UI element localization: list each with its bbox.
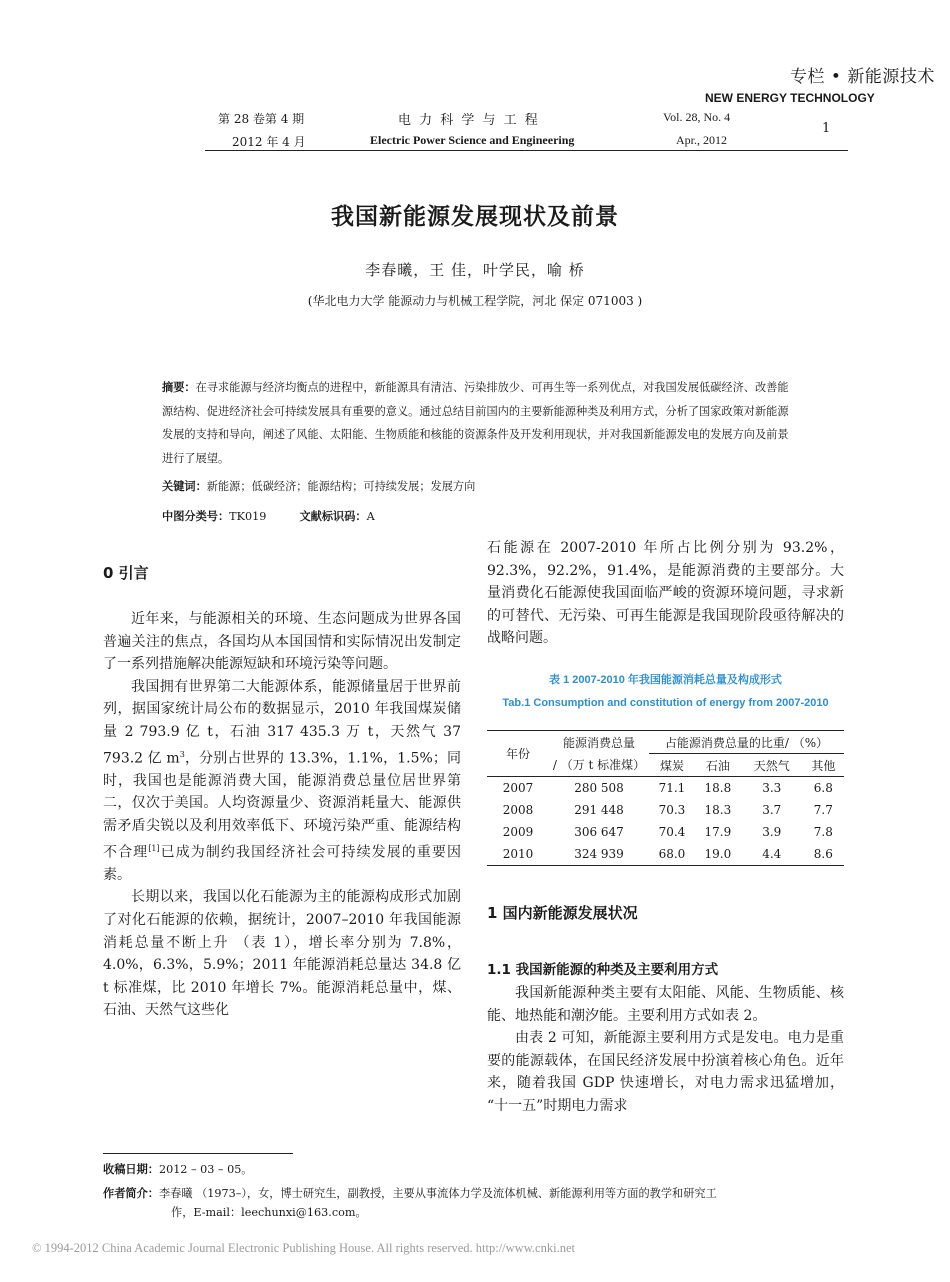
cell-oil: 17.9 <box>704 825 732 839</box>
page-number: 1 <box>822 121 831 136</box>
journal-date-en: Apr., 2012 <box>676 133 727 147</box>
journal-name-cn: 电 力 科 学 与 工 程 <box>398 113 540 128</box>
paragraph-power: 由表 2 可知，新能源主要利用方式是发电。电力是重要的能源载体，在国民经济发展中扮演着核心角色。近年来，随着我国 GDP 快速增长，对电力需求迅猛增加， “十一五”时期电力需求 <box>487 1030 844 1114</box>
section-1-heading: 1 国内新能源发展状况 <box>487 904 638 922</box>
cell-other: 6.8 <box>813 781 833 795</box>
paragraph-types: 我国新能源种类主要有太阳能、风能、生物质能、核能、地热能和潮汐能。主要利用方式如表 2。 <box>487 985 844 1024</box>
abstract <box>162 376 792 470</box>
header-rule <box>205 150 848 151</box>
cell-gas: 3.7 <box>762 803 782 817</box>
table-header-oil: 石油 <box>705 758 730 773</box>
author-bio-line-2: 作，E-mail：leechunxi@163.com。 <box>171 1206 367 1219</box>
table-1-caption-en: Tab.1 Consumption and constitution of energy from 2007-2010 <box>502 697 829 709</box>
cell-oil: 18.3 <box>704 803 732 817</box>
cell-other: 8.6 <box>813 847 833 861</box>
author-bio-line-1: 李春曦 （1973–），女，博士研究生，副教授，主要从事流体力学及流体机械、新能源利用等方面的教学和研究工 <box>158 1187 717 1200</box>
cell-year: 2009 <box>502 825 534 839</box>
cell-oil: 18.8 <box>704 781 732 795</box>
footnote-rule <box>103 1153 293 1154</box>
clc-value: TK019 <box>229 510 267 523</box>
table-row <box>487 799 844 821</box>
right-column-top <box>487 537 844 650</box>
cell-year: 2010 <box>502 847 534 861</box>
abstract-label: 摘要： <box>162 381 196 394</box>
copyright-line: © 1994-2012 China Academic Journal Electronic Publishing House. All rights reserved. http://www.cnki.net <box>32 1241 575 1255</box>
author-bio-label: 作者简介： <box>103 1187 159 1200</box>
table-row <box>487 777 844 800</box>
table-row <box>487 821 844 843</box>
right-column-body <box>487 982 844 1118</box>
classification <box>162 508 375 524</box>
paragraph-intro-2-a: 我国拥有世界第二大能源体系，能源储量居于世界前列，据国家统计局公布的数据显示，2010 年我国煤炭储量 2 793.9 亿 t，石油 317 435.3 万 t，天然气 37 793.2 亿 m <box>103 678 461 767</box>
cell-gas: 3.3 <box>762 781 782 795</box>
table-header-gas: 天然气 <box>753 758 790 773</box>
doc-code-label: 文献标识码： <box>299 510 367 523</box>
cell-coal: 71.1 <box>658 781 686 795</box>
paragraph-intro-3: 长期以来，我国以化石能源为主的能源构成形式加剧了对化石能源的依赖，据统计，2007–2010 年我国能源消耗总量不断上升 （表 1），增长率分别为 7.8%，4.0%，6.3%，5.9%；2011 年能源消耗总量达 34.8 亿 t 标准煤，比 2010 年增长 7%。能源消耗总量中，煤、石油、天然气这些化 <box>103 889 461 1019</box>
journal-date-cn: 2012 年 4 月 <box>232 135 306 149</box>
table-1 <box>487 730 844 866</box>
paragraph-intro-2-c: 已成为制约我国经济社会可持续发展的重要因素。 <box>103 844 462 883</box>
received-value: 2012 – 03 – 05。 <box>158 1163 253 1176</box>
cell-total: 291 448 <box>574 803 624 817</box>
left-column-body <box>103 608 461 1022</box>
cell-other: 7.7 <box>813 803 833 817</box>
cell-year: 2007 <box>502 781 534 795</box>
cell-other: 7.8 <box>813 825 833 839</box>
article-title: 我国新能源发展现状及前景 <box>331 204 619 230</box>
paragraph-fossil-share: 石能源在 2007-2010 年所占比例分别为 93.2%，92.3%，92.2%，91.4%，是能源消费的主要部分。大量消费化石能源使我国面临严峻的资源环境问题，寻求新的可替代、无污染、可再生能源是我国现阶段亟待解决的战略问题。 <box>487 540 844 647</box>
table-header-share: 占能源消费总量的比重/ （%） <box>649 731 844 754</box>
cell-oil: 19.0 <box>704 847 732 861</box>
cell-coal: 70.3 <box>658 803 686 817</box>
cell-total: 280 508 <box>574 781 624 795</box>
table-header-coal: 煤炭 <box>659 758 684 773</box>
clc-label: 中图分类号： <box>162 510 230 523</box>
keywords <box>162 478 475 494</box>
table-row <box>487 843 844 866</box>
cell-gas: 3.9 <box>762 825 782 839</box>
cell-coal: 70.4 <box>658 825 686 839</box>
keywords-label: 关键词： <box>162 480 207 493</box>
column-tag-en: NEW ENERGY TECHNOLOGY <box>705 91 875 105</box>
table-1-caption-cn: 表 1 2007-2010 年我国能源消耗总量及构成形式 <box>549 674 782 686</box>
author-bio <box>103 1184 853 1222</box>
paragraph-intro-2 <box>103 676 461 887</box>
abstract-text: 在寻求能源与经济均衡点的进程中，新能源具有清洁、污染排放少、可再生等一系列优点，对我国发展低碳经济、改善能源结构、促进经济社会可持续发展具有重要的意义。通过总结目前国内的主要新能源种类及利用方式，分析了国家政策对新能源发展的支持和导向，阐述了风能、太阳能、生物质能和核能的资源条件及开发利用现状，并对我国新能源发电的发展方向及前景进行了展望。 <box>162 381 789 465</box>
paragraph-intro-2-b: ，分别占世界的 13.3%，1.1%，1.5%；同时，我国也是能源消费大国，能源消费总量位居世界第二，仅次于美国。人均资源量少、资源消耗量大、能源供需矛盾尖锐以及利用效率低下、环境污染严重、能源结构不合理 <box>103 750 461 861</box>
table-header-total-unit: / （万 t 标准煤） <box>552 758 646 773</box>
table-header-total: 能源消费总量 <box>562 735 635 750</box>
cell-year: 2008 <box>502 803 534 817</box>
paragraph-intro-1: 近年来，与能源相关的环境、生态问题成为世界各国普遍关注的焦点，各国均从本国国情和实际情况出发制定了一系列措施解决能源短缺和环境污染等问题。 <box>103 611 461 673</box>
received-date <box>103 1160 253 1179</box>
journal-volume-en: Vol. 28, No. 4 <box>663 110 731 124</box>
keywords-text: 新能源；低碳经济；能源结构；可持续发展；发展方向 <box>206 480 476 493</box>
received-label: 收稿日期： <box>103 1163 159 1176</box>
doc-code-value: A <box>366 510 375 523</box>
article-authors: 李春曦，王 佳，叶学民，喻 桥 <box>365 261 585 279</box>
superscript-3: 3 <box>179 749 185 759</box>
table-header-year: 年份 <box>505 747 530 761</box>
journal-volume-cn: 第 28 卷第 4 期 <box>218 112 305 126</box>
section-1-1-heading: 1.1 我国新能源的种类及主要利用方式 <box>487 962 719 978</box>
cell-coal: 68.0 <box>658 847 686 861</box>
cell-gas: 4.4 <box>762 847 782 861</box>
cell-total: 324 939 <box>574 847 624 861</box>
journal-name-en: Electric Power Science and Engineering <box>370 133 575 147</box>
article-affiliation: (华北电力大学 能源动力与机械工程学院，河北 保定 071003 ) <box>307 294 643 308</box>
table-header-other: 其他 <box>811 758 836 773</box>
section-0-heading: 0 引言 <box>103 564 149 582</box>
column-tag-cn: 专栏 • 新能源技术 <box>790 67 935 87</box>
cell-total: 306 647 <box>574 825 624 839</box>
citation-1: [1] <box>148 843 160 853</box>
